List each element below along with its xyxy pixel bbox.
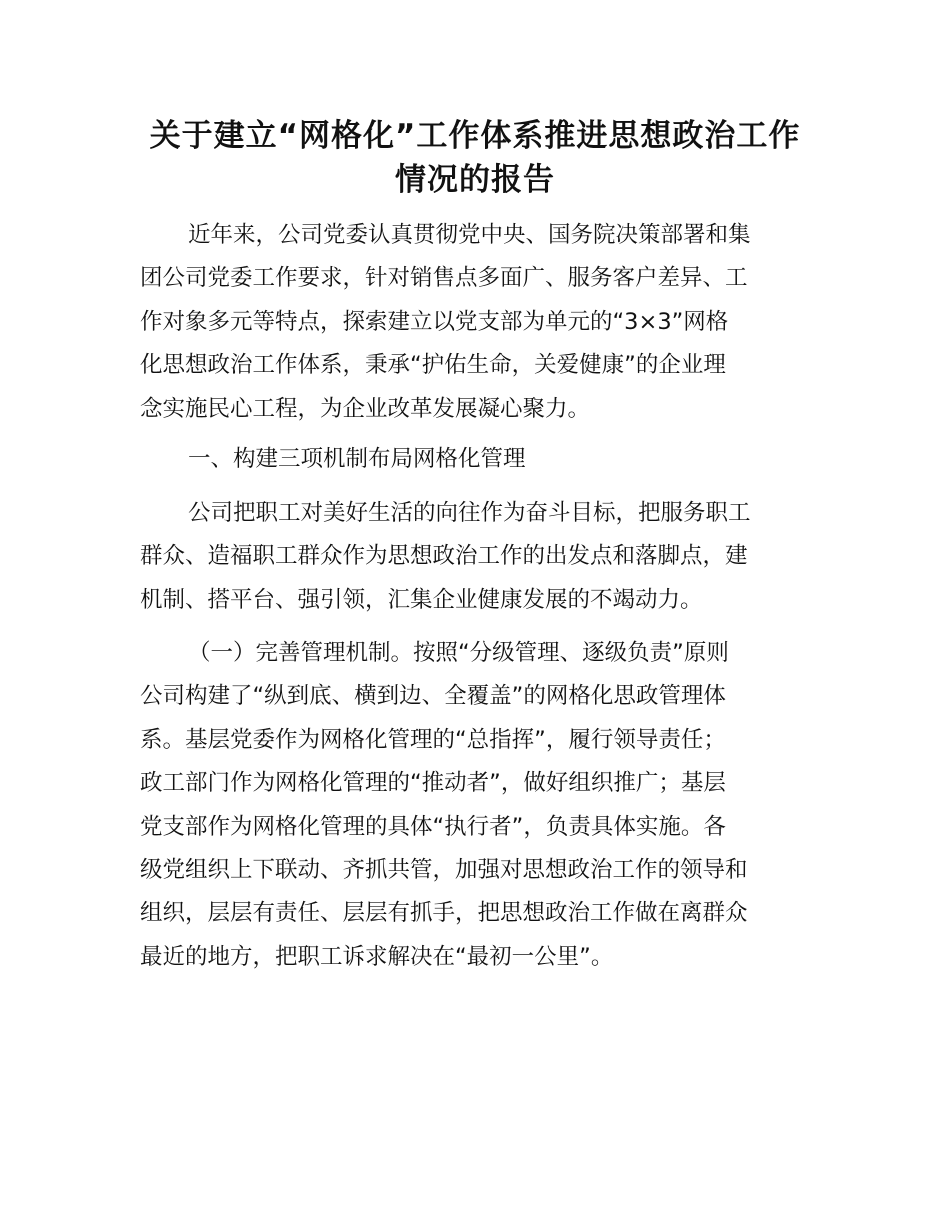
paragraph-line: 政工部门作为网格化管理的“推动者”，做好组织推广；基层 — [140, 770, 726, 797]
document-title-line-1: 关于建立“网格化”工作体系推进思想政治工作 — [149, 118, 801, 154]
paragraph-line: 近年来，公司党委认真贯彻党中央、国务院决策部署和集 — [188, 222, 751, 248]
intro-paragraph — [140, 214, 820, 431]
subsection-1-paragraph — [140, 632, 820, 979]
paragraph-line: （一）完善管理机制。按照“分级管理、逐级负责”原则 — [188, 640, 729, 666]
section-1-paragraph — [140, 492, 820, 622]
paragraph-line: 级党组织上下联动、齐抓共管，加强对思想政治工作的领导和 — [140, 857, 748, 884]
paragraph-line: 机制、搭平台、强引领，汇集企业健康发展的不竭动力。 — [140, 586, 703, 613]
paragraph-line: 群众、造福职工群众作为思想政治工作的出发点和落脚点，建 — [140, 543, 748, 570]
paragraph-line: 最近的地方，把职工诉求解决在“最初一公里”。 — [140, 943, 614, 970]
section-heading-text: 一、构建三项机制布局网格化管理 — [188, 446, 526, 472]
paragraph-line: 党支部作为网格化管理的具体“执行者”，负责具体实施。各 — [140, 813, 726, 840]
paragraph-line: 作对象多元等特点，探索建立以党支部为单元的“3×3”网格 — [140, 308, 729, 335]
paragraph-line: 团公司党委工作要求，针对销售点多面广、服务客户差异、工 — [140, 265, 748, 292]
document-title-line-2: 情况的报告 — [395, 162, 555, 198]
paragraph-line: 系。基层党委作为网格化管理的“总指挥”，履行领导责任； — [140, 726, 726, 753]
section-heading-1 — [140, 438, 820, 481]
paragraph-line: 组织，层层有责任、层层有抓手，把思想政治工作做在离群众 — [140, 900, 748, 927]
paragraph-line: 公司构建了“纵到底、横到边、全覆盖”的网格化思政管理体 — [140, 683, 726, 710]
paragraph-line: 念实施民心工程，为企业改革发展凝心聚力。 — [140, 395, 591, 422]
paragraph-line: 化思想政治工作体系，秉承“护佑生命，关爱健康”的企业理 — [140, 352, 726, 379]
paragraph-line: 公司把职工对美好生活的向往作为奋斗目标，把服务职工 — [188, 500, 751, 526]
